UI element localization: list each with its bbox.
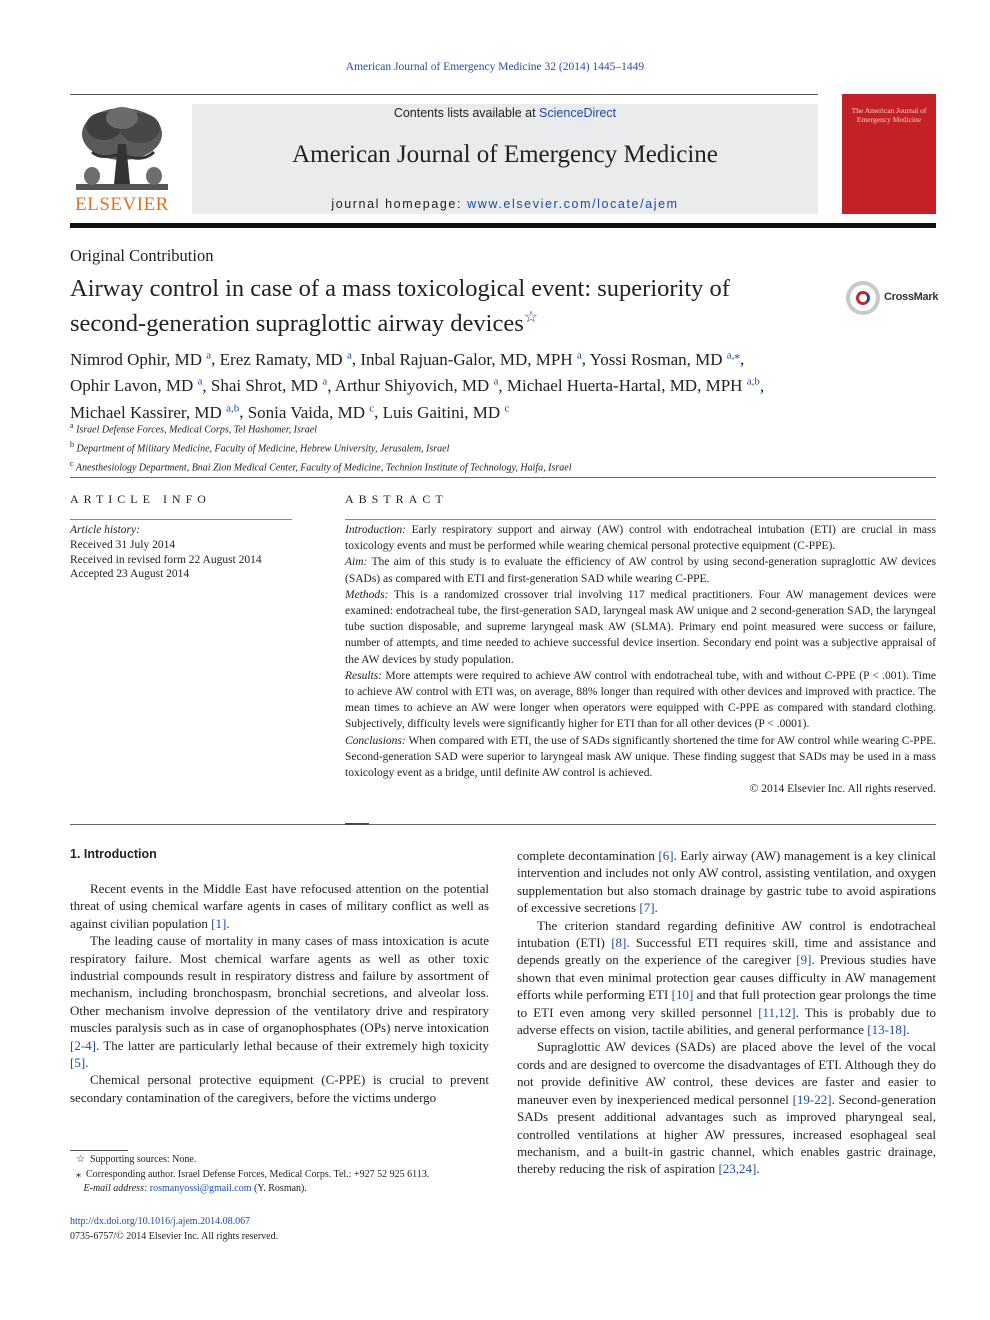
author[interactable]: Luis Gaitini, MD $^c$ — [382, 402, 510, 422]
author[interactable]: Michael Huerta-Hartal, MD, MPH $^{a,b}$ — [506, 375, 760, 396]
body-column-right — [517, 847, 936, 1178]
doi-link[interactable]: http://dx.doi.org/10.1016/j.ajem.2014.08.067 — [70, 1216, 251, 1227]
author[interactable]: Inbal Rajuan-Galor, MD, MPH $^a$ — [360, 349, 582, 369]
footnotes — [70, 1153, 489, 1197]
header-divider — [70, 223, 936, 228]
author[interactable]: Erez Ramaty, MD $^a$ — [219, 349, 352, 369]
divider-tick — [345, 823, 369, 825]
author[interactable]: Nimrod Ophir, MD $^a$ — [70, 349, 212, 369]
reference-link[interactable]: [11,12] — [758, 1004, 796, 1020]
crossmark-icon — [846, 281, 880, 315]
paragraph: The leading cause of mortality in many cases of mass intoxication is acute respiratory failure. Most chemical warfare agents as well as other toxic industrial compounds result in respiratory distress and failure by assortment of mechanism, including bronchospasm, bronchial secretions, and alveolar loss. Other mechanism involve depression of the ventilatory drive and respiratory muscles paralysis such as in case of organophosphates (OPs) nerve intoxication [2-4]. The latter are particularly lethal because of their extremely high toxicity [5]. — [70, 933, 489, 1071]
elsevier-tree-logo — [70, 104, 174, 216]
history-label: Article history: — [70, 524, 140, 536]
reference-link[interactable]: [8] — [611, 935, 627, 951]
abstract-body — [345, 522, 936, 797]
reference-link[interactable]: [9] — [796, 952, 812, 968]
reference-link[interactable]: [19-22] — [792, 1091, 832, 1107]
divider — [70, 477, 936, 478]
author-list: Nimrod Ophir, MD $^a$, Erez Ramaty, MD $^a$, Inbal Rajuan-Galor, MD, MPH $^a$, Yossi Rosman, MD $^{a,⁎}$, Ophir Lavon, MD $^a$, Shai Shrot, MD $^a$, Arthur Shiyovich, MD $^a$, Michael Huerta-Hartal, MD, MPH $^{a,b}$, Michael Kassirer, MD $^{a,b}$, Sonia Vaida, MD $^c$, Luis Gaitini, MD $^c$ — [70, 349, 765, 422]
sciencedirect-link[interactable]: ScienceDirect — [539, 106, 617, 120]
paragraph: The criterion standard regarding definitive AW control is endotracheal intubation (ETI) [8]. Successful ETI requires skill, time and assistance and depends greatly on the experience of the caregiver [9]. Previous studies have shown that even minimal protection gear causes difficulty in AW management efforts while performing ETI [10] and that full protection gear prolongs the time to ETI even among very skilled personnel [11,12]. This is probably due to adverse effects on vision, tactile abilities, and general performance [13-18]. — [517, 917, 937, 1038]
divider — [70, 824, 936, 825]
footnote-email: E-mail address: rosmanyossi@gmail.com (Y. Rosman). — [83, 1183, 307, 1194]
reference-link[interactable]: [23,24] — [718, 1161, 757, 1177]
section-heading-introduction: 1. Introduction — [70, 847, 157, 861]
paragraph: Supraglottic AW devices (SADs) are placed above the level of the vocal cords and are designed to overcome the disadvantages of ETI. Although they do not provide definitive AW control, these devices are faster and easier to maneuver even by inexperienced medical personnel [19-22]. Second-generation SADs present additional advantages such as improved pharyngeal seal, controlled ventilations at higher AW pressures, increased esophageal seal mechanism, and a built-in gastric channel, which enables gastric drainage, thereby reducing the risk of aspiration [23,24]. — [517, 1039, 936, 1177]
reference-link[interactable]: [5] — [70, 1055, 86, 1071]
paragraph: Chemical personal protective equipment (C-PPE) is crucial to prevent secondary contamination of the caregivers, before the victims undergo — [70, 1072, 489, 1105]
homepage-link[interactable]: www.elsevier.com/locate/ajem — [467, 197, 679, 211]
reference-link[interactable]: [13-18] — [867, 1022, 907, 1038]
divider — [345, 519, 936, 520]
affiliation: $^a$ Israel Defense Forces, Medical Corps, Tel Hashomer, Israel — [70, 421, 317, 436]
article-title-text: Airway control in case of a mass toxicological event: superiority of second-generation supraglottic airway devices — [70, 275, 730, 338]
contents-prefix: Contents lists available at — [393, 106, 540, 120]
cover-title: The American Journal of Emergency Medicine — [851, 106, 927, 124]
article-history — [70, 523, 292, 582]
abstract-conclusions: Conclusions: When compared with ETI, the use of SADs significantly shortened the time for AW control while wearing C-PPE. Second-generation SAD were superior to laryngeal mask AW unique. These finding suggest that SADs may be used in a mass toxicology event as a bridge, until definite AW control is achieved. — [345, 734, 936, 780]
journal-name: American Journal of Emergency Medicine — [292, 141, 718, 168]
journal-cover-thumbnail — [842, 94, 936, 214]
paragraph: complete decontamination [6]. Early airway (AW) management is a key clinical intervention and includes not only AW control, assisting ventilation, and oxygen supplementation but also stomach drainage by gastric tube to avoid aspirations of excessive secretions [7]. — [517, 848, 936, 916]
abstract-aim: Aim: The aim of this study is to evaluate the efficiency of AW control by using second-generation supraglottic AW devices (SADs) as compared with ETI and first-generation SAD while wearing C-PPE. — [345, 556, 936, 585]
tree-icon — [70, 104, 174, 196]
reference-link[interactable]: [2-4] — [70, 1037, 96, 1053]
issn-line: 0735-6757/© 2014 Elsevier Inc. All rights reserved. — [70, 1231, 279, 1242]
article-title — [70, 274, 790, 338]
elsevier-wordmark: ELSEVIER — [75, 194, 169, 215]
abstract-copyright: © 2014 Elsevier Inc. All rights reserved. — [749, 783, 936, 796]
reference-link[interactable]: [1] — [211, 915, 227, 931]
footnote-rule — [70, 1150, 128, 1151]
article-info-heading: ARTICLE INFO — [70, 492, 211, 506]
author[interactable]: Shai Shrot, MD $^a$ — [210, 375, 328, 396]
body-column-left — [70, 880, 489, 1106]
abstract-methods: Methods: This is a randomized crossover trial involving 117 medical practitioners. Four AW management devices were examined: endotracheal tube, the first-generation SAD, laryngeal mask AW unique and 2 second-generation SAD, the laryngeal tube suction disposable, and supreme laryngeal mask AW (SLMA). Primary end point measured were success or failure, number of attempts, and time needed to achieve successful device insertion. Secondary end point was a subjective appraisal of the AW devices by study population. — [345, 588, 936, 666]
author[interactable]: Yossi Rosman, MD $^{a,⁎}$ — [589, 349, 740, 369]
abstract-heading: ABSTRACT — [345, 492, 448, 506]
section-type: Original Contribution — [70, 246, 214, 265]
journal-homepage-line — [192, 197, 818, 211]
reference-link[interactable]: [6] — [658, 848, 674, 863]
author[interactable]: Michael Kassirer, MD $^{a,b}$ — [70, 402, 240, 422]
author[interactable]: Sonia Vaida, MD $^c$ — [247, 402, 375, 422]
author[interactable]: Ophir Lavon, MD $^a$ — [70, 375, 203, 396]
received-date: Received 31 July 2014 — [70, 538, 176, 551]
abstract-introduction: Introduction: Early respiratory support and airway (AW) control with endotracheal intubation (ETI) are crucial in mass toxicology events and must be performed while wearing chemical personal protective equipment (C-PPE). — [345, 524, 936, 553]
affiliation: $^c$ Anesthesiology Department, Bnai Zion Medical Center, Faculty of Medicine, Technion Institute of Technology, Haifa, Israel — [70, 458, 572, 473]
reference-link[interactable]: [7] — [639, 900, 655, 916]
doi-block — [70, 1214, 278, 1244]
affiliations — [70, 419, 936, 475]
reference-link[interactable]: [10] — [671, 987, 694, 1003]
crossmark-label: CrossMark — [884, 291, 939, 303]
abstract-results: Results: More attempts were required to achieve AW control with endotracheal tube, with and without C-PPE (P < .001). Time to achieve AW control with ETI was, on average, 88% longer than required with other devices and improved with practice. The mean times to achieve an AW were longer when operators were equipped with C-PPE as compared with standard clothing. Subjectively, difficulty levels were significantly higher for ETI than for all other devices (P < .0001). — [345, 669, 936, 731]
crossmark-button[interactable] — [846, 281, 938, 317]
header-rule — [70, 94, 818, 95]
contents-available-line — [192, 106, 818, 120]
email-link[interactable]: rosmanyossi@gmail.com — [149, 1183, 252, 1194]
divider — [70, 519, 292, 520]
footnote-support: ☆ Supporting sources: None. — [76, 1154, 197, 1165]
affiliation: $^b$ Department of Military Medicine, Faculty of Medicine, Hebrew University, Jerusalem, Israel — [70, 439, 450, 455]
accepted-date: Accepted 23 August 2014 — [70, 568, 190, 581]
homepage-prefix: journal homepage: — [331, 197, 468, 211]
footnote-corresponding: ⁎ Corresponding author. Israel Defense Forces, Medical Corps. Tel.: +927 52 925 6113. — [76, 1168, 430, 1180]
title-footnote-mark[interactable]: ☆ — [523, 309, 539, 326]
revised-date: Received in revised form 22 August 2014 — [70, 553, 262, 566]
paragraph: Recent events in the Middle East have refocused attention on the potential threat of using chemical warfare agents in cases of military conflict as well as against civilian population [1]. — [70, 881, 489, 931]
journal-citation[interactable]: American Journal of Emergency Medicine 32 (2014) 1445–1449 — [345, 61, 645, 73]
author[interactable]: Arthur Shiyovich, MD $^a$ — [334, 375, 499, 396]
